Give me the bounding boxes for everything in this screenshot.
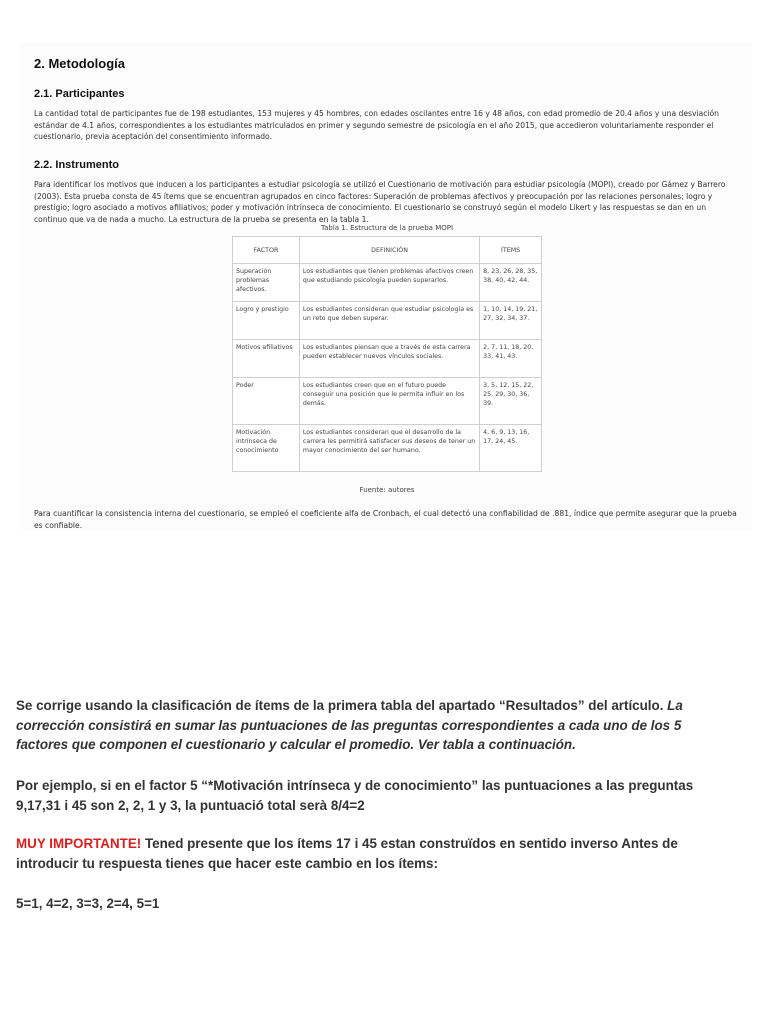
- definition-cell: Los estudiantes consideran que el desarrollo de la carrera les permitirá satisfacer sus deseos de tener un mayor conocimiento del ser humano.: [299, 425, 479, 472]
- reliability-paragraph: Para cuantificar la consistencia interna del cuestionario, se empleó el coeficiente alfa de Cronbach, el cual detectó una confiabilidad de .881, índice que permite asegurar que la prueba es confiable.: [34, 509, 737, 530]
- items-cell: 3, 5, 12, 15, 22, 25, 29, 30, 36, 39.: [480, 378, 542, 425]
- table-row: [233, 425, 542, 472]
- definition-cell: Los estudiantes que tienen problemas afectivos creen que estudiando psicología pueden superarlos.: [299, 264, 479, 302]
- header-factor: FACTOR: [233, 237, 300, 264]
- example-paragraph: Por ejemplo, si en el factor 5 “*Motivación intrínseca y de conocimiento” las puntuaciones a las preguntas 9,17,31 i 45 son 2, 2, 1 y 3, la puntuació total serà 8/4=2: [16, 778, 694, 813]
- definition-cell: Los estudiantes consideran que estudiar psicología es un reto que deben superar.: [299, 302, 479, 340]
- items-cell: 1, 10, 14, 19, 21, 27, 32, 34, 37.: [480, 302, 542, 340]
- participants-paragraph: La cantidad total de participantes fue de 198 estudiantes, 153 mujeres y 45 hombres, con edades oscilantes entre 16 y 48 años, con edad promedio de 20.4 años y una desviación estándar de 4.1 años, correspondientes a los estudiantes matriculados en primer y segundo semestre de psicología en el año 2015, que accedieron voluntariamente responder el cuestionario, previa aceptación del consentimiento informado.: [34, 109, 719, 141]
- table-row: [233, 378, 542, 425]
- items-cell: 8, 23, 26, 28, 35, 38, 40, 42, 44.: [480, 264, 542, 302]
- definition-cell: Los estudiantes piensan que a través de esta carrera pueden establecer nuevos vínculos sociales.: [299, 340, 479, 378]
- table-row: [233, 340, 542, 378]
- table-row: [233, 302, 542, 340]
- table-row: [233, 264, 542, 302]
- instrument-paragraph: Para identificar los motivos que inducen a los participantes a estudiar psicología se utilizó el Cuestionario de motivación para estudiar psicología (MOPI), creado por Gámez y Barrero (2003). Esta prueba consta de 45 ítems que se encuentran agrupados en cinco factores: Superación de problemas afectivos y preocupación por las relaciones personales; logro y prestigio; logro asociado a motivos afiliativos; poder y motivación intrínseca de conocimiento. El cuestionario se construyó según el modelo Likert y las respuestas se dan en un continuo que va de nada a mucho. La estructura de la prueba se presenta en la tabla 1.: [34, 180, 726, 224]
- factor-cell: Motivación intrínseca de conocimiento: [233, 425, 300, 472]
- important-note: [16, 834, 716, 873]
- mopi-structure-table: [232, 236, 542, 472]
- correction-intro: Se corrige usando la clasificación de ítems de la primera tabla del apartado “Resultados” del artículo.: [16, 698, 664, 713]
- section-title: 2. Metodología: [34, 56, 125, 71]
- article-scan-image: [20, 42, 752, 530]
- table-source: Fuente: autores: [359, 486, 415, 494]
- header-items: ÍTEMS: [480, 237, 542, 264]
- factor-cell: Logro y prestigio: [233, 302, 300, 340]
- header-definition: DEFINICIÓN: [299, 237, 479, 264]
- items-cell: 2, 7, 11, 18, 20, 33, 41, 43.: [480, 340, 542, 378]
- recode-rule: 5=1, 4=2, 3=3, 2=4, 5=1: [16, 896, 160, 911]
- correction-instructions: [16, 696, 716, 755]
- important-text: Tened presente que los ítems 17 i 45 estan construïdos en sentido inverso Antes de introducir tu respuesta tienes que hacer este cambio en los ítems:: [16, 836, 678, 871]
- participants-title: 2.1. Participantes: [34, 88, 125, 100]
- table-header-row: [233, 237, 542, 264]
- factor-cell: Motivos afiliativos: [233, 340, 300, 378]
- table-caption: Tabla 1. Estructura de la prueba MOPI: [320, 224, 454, 232]
- factor-cell: Superación problemas afectivos.: [233, 264, 300, 302]
- important-label: MUY IMPORTANTE!: [16, 836, 142, 851]
- definition-cell: Los estudiantes creen que en el futuro puede conseguir una posición que le permita influir en los demás.: [299, 378, 479, 425]
- instrument-title: 2.2. Instrumento: [34, 159, 119, 171]
- correction-method: La corrección consistirá en sumar las puntuaciones de las preguntas correspondientes a cada uno de los 5 factores que componen el cuestionario y calcular el promedio. Ver tabla a continuación.: [16, 698, 683, 752]
- items-cell: 4, 6, 9, 13, 16, 17, 24, 45.: [480, 425, 542, 472]
- factor-cell: Poder: [233, 378, 300, 425]
